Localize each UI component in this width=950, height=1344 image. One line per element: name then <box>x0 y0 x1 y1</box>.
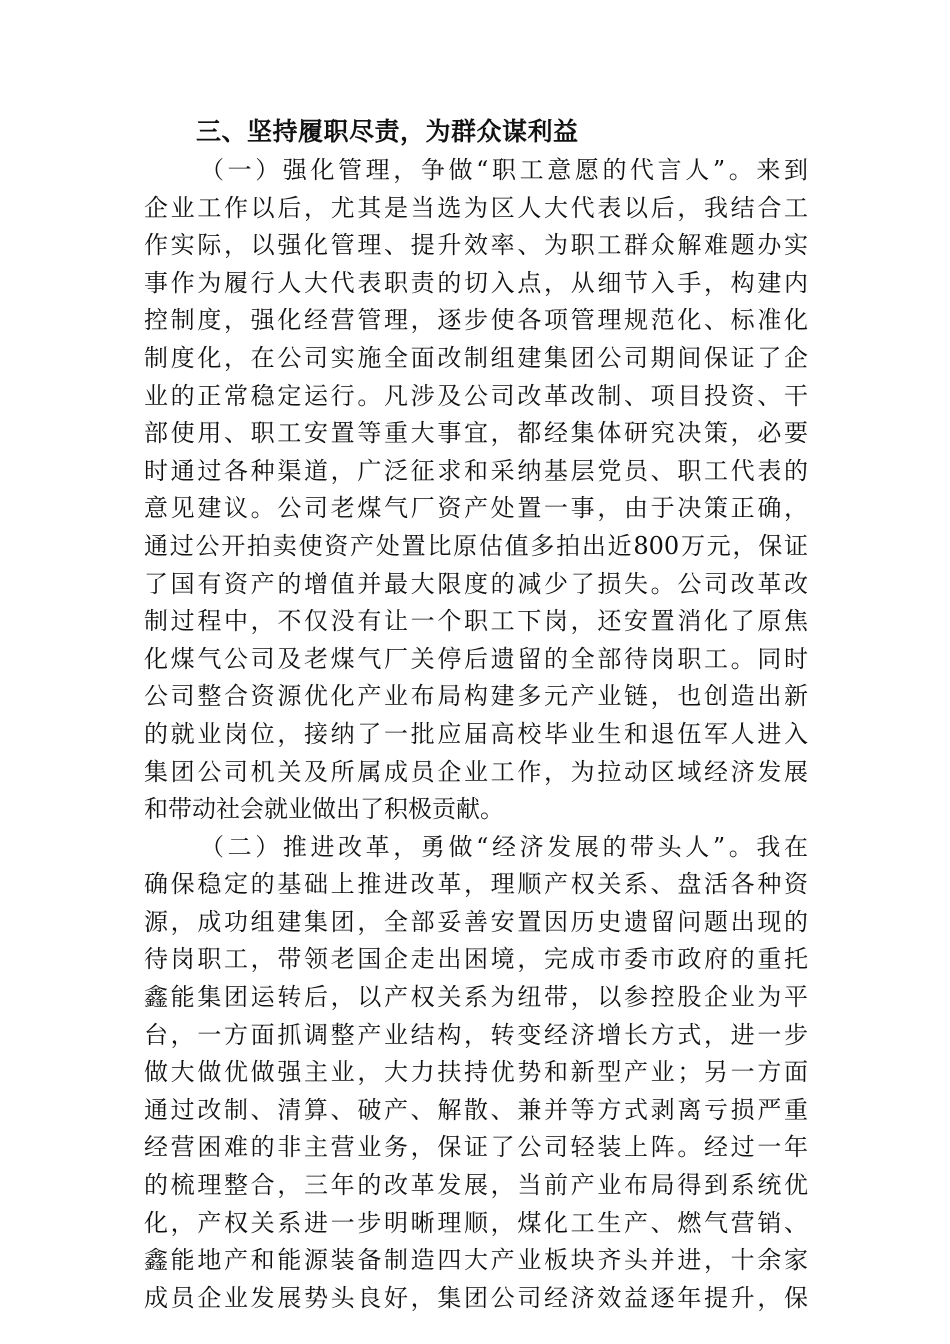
text-line: 了国有资产的增值并最大限度的减少了损失。公司改革改 <box>144 569 808 598</box>
text-line: 部使用、职工安置等重大事宜，都经集体研究决策，必要 <box>144 419 808 448</box>
text-line: 化煤气公司及老煤气厂关停后遗留的全部待岗职工。同时 <box>144 644 808 673</box>
text-line: 制度化，在公司实施全面改制组建集团公司期间保证了企 <box>144 343 808 372</box>
text-line: 公司整合资源优化产业布局构建多元产业链，也创造出新 <box>144 682 808 711</box>
text-line: 作实际，以强化管理、提升效率、为职工群众解难题办实 <box>144 231 808 260</box>
text-line: 化，产权关系进一步明晰理顺，煤化工生产、燃气营销、 <box>144 1208 808 1237</box>
paragraph-2 <box>144 829 808 1318</box>
text-line: 时通过各种渠道，广泛征求和采纳基层党员、职工代表的 <box>144 456 808 485</box>
text-line: 的梳理整合，三年的改革发展，当前产业布局得到系统优 <box>144 1171 808 1200</box>
text-line: 的就业岗位，接纳了一批应届高校毕业生和退伍军人进入 <box>144 719 808 748</box>
text-line: （一）强化管理，争做“职工意愿的代言人”。来到 <box>200 156 808 184</box>
text-line: （二）推进改革，勇做“经济发展的带头人”。我在 <box>200 832 808 861</box>
text-line: 鑫能地产和能源装备制造四大产业板块齐头并进，十余家 <box>144 1246 808 1275</box>
text-line: 源，成功组建集团，全部妥善安置因历史遗留问题出现的 <box>144 907 808 936</box>
text-line: 鑫能集团运转后，以产权关系为纽带，以参控股企业为平 <box>144 983 808 1012</box>
text-line: 制过程中，不仅没有让一个职工下岗，还安置消化了原焦 <box>144 607 808 636</box>
text-line: 台，一方面抓调整产业结构，转变经济增长方式，进一步 <box>144 1020 808 1049</box>
text-line: 企业工作以后，尤其是当选为区人大代表以后，我结合工 <box>144 193 808 222</box>
text-line: 做大做优做强主业，大力扶持优势和新型产业；另一方面 <box>144 1058 808 1087</box>
text-line: 和带动社会就业做出了积极贡献。 <box>144 795 504 824</box>
text-line: 集团公司机关及所属成员企业工作，为拉动区域经济发展 <box>144 757 808 786</box>
text-line: 业的正常稳定运行。凡涉及公司改革改制、项目投资、干 <box>144 381 808 410</box>
text-line: 意见建议。公司老煤气厂资产处置一事，由于决策正确， <box>144 494 808 523</box>
text-line: 事作为履行人大代表职责的切入点，从细节入手，构建内 <box>144 268 808 297</box>
text-line: 成员企业发展势头良好，集团公司经济效益逐年提升，保 <box>144 1283 808 1312</box>
document-page <box>144 112 808 1317</box>
text-line: 控制度，强化经营管理，逐步使各项管理规范化、标准化 <box>144 306 808 335</box>
text-line: 通过公开拍卖使资产处置比原估值多拍出近800万元，保证 <box>144 531 808 560</box>
text-line: 经营困难的非主营业务，保证了公司轻装上阵。经过一年 <box>144 1133 808 1162</box>
text-line: 确保稳定的基础上推进改革，理顺产权关系、盘活各种资 <box>144 870 808 899</box>
text-line: 待岗职工，带领老国企走出困境，完成市委市政府的重托 <box>144 945 808 974</box>
document-body <box>144 152 808 1317</box>
paragraph-1 <box>144 152 808 829</box>
text-line: 通过改制、清算、破产、解散、兼并等方式剥离亏损严重 <box>144 1095 808 1124</box>
section-heading: 三、坚持履职尽责，为群众谋利益 <box>196 117 579 146</box>
